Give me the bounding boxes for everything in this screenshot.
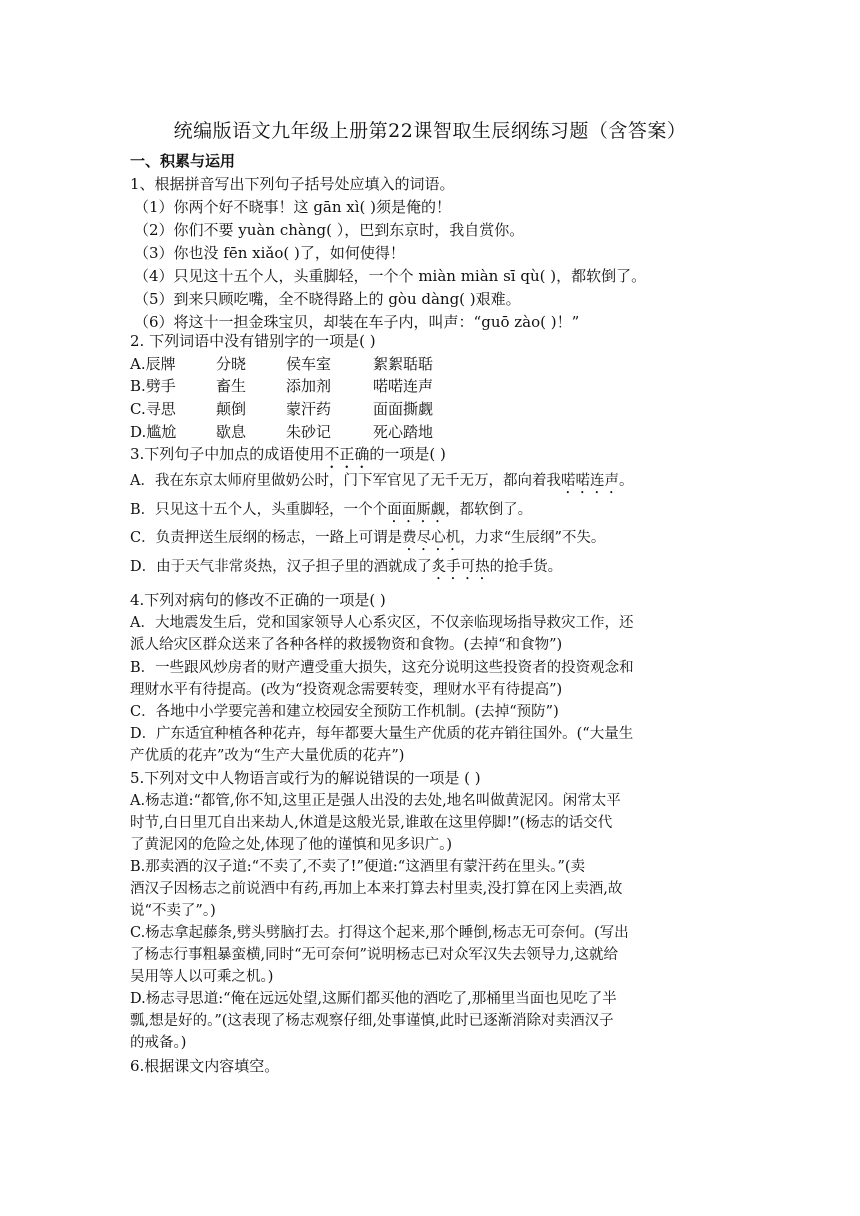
question-5-line: C.杨志拿起藤条,劈头劈脑打去。打得这个起来,那个睡倒,杨志无可奈何。(写出 (130, 925, 629, 941)
option-text: D．由于天气非常炎热，汉子担子里的酒就成了 (130, 559, 432, 575)
question-4-line: 派人给灾区群众送来了各种各样的救援物资和食物。(去掉“和食物”) (130, 637, 563, 653)
option-c-word-4: 面面撕觑 (373, 400, 434, 418)
option-a-word-4: 絮絮聒聒 (373, 355, 434, 373)
question-5-stem: 5.下列对文中人物语言或行为的解说错误的一项是 ( ) (130, 769, 481, 787)
question-5-line: 吴用等人以可乘之机。) (130, 969, 274, 985)
option-text: ，都软倒了。 (445, 502, 533, 518)
option-a-word-1: A.辰牌 (130, 355, 176, 373)
option-d-word-2: 歇息 (216, 423, 247, 441)
option-text: 的抢手货。 (489, 559, 563, 575)
question-1-item: （4）只见这十五个人，头重脚轻，一个个 miàn miàn sī qù( )，都软倒了。 (134, 267, 647, 285)
question-5-line: A.杨志道:“都管,你不知,这里正是强人出没的去处,地名叫做黄泥冈。闲常太平 (130, 793, 621, 809)
question-5-line: 瓢,想是好的。”(这表现了杨志观察仔细,处事谨慎,此时已逐渐消除对卖酒汉子 (130, 1013, 614, 1029)
option-a-word-3: 侯车室 (286, 355, 332, 373)
question-1-item: （5）到来只顾吃嘴，全不晓得路上的 gòu dàng( )艰难。 (134, 290, 521, 308)
option-c-word-3: 蒙汗药 (286, 400, 332, 418)
option-d-word-4: 死心踏地 (373, 423, 434, 441)
question-3-stem-start: 3.下列句子中加点的成语使用 (130, 445, 325, 463)
question-3-stem (130, 443, 730, 472)
option-a-word-2: 分晓 (216, 355, 247, 373)
question-1-stem: 1、根据拼音写出下列句子括号处应填入的词语。 (130, 175, 455, 193)
question-4-line: B．一些跟风炒房者的财产遭受重大损失，这充分说明这些投资者的投资观念和 (130, 660, 634, 676)
question-1-item: （3）你也没 fēn xiǎo( )了，如何使得！ (134, 244, 405, 262)
option-b-word-1: B.劈手 (130, 377, 176, 395)
question-6-stem: 6.根据课文内容填空。 (130, 1057, 280, 1075)
option-text: C．负责押送生辰纲的杨志，一路上可谓是 (130, 530, 403, 546)
option-text: ，力求“生辰纲”不失。 (460, 530, 606, 546)
option-b-word-4: 喏喏连声 (373, 377, 434, 395)
option-b-word-2: 畜生 (216, 377, 247, 395)
question-5-line: 了黄泥冈的危险之处,体现了他的谨慎和见多识广。) (130, 837, 453, 853)
option-text: 。 (618, 473, 634, 489)
emphasized-idiom: 炙手可热 (431, 559, 490, 575)
question-3-option-c (130, 527, 730, 554)
emphasized-idiom: 喏喏连声 (560, 473, 619, 489)
question-5-line: B.那卖酒的汉子道:“不卖了,不卖了!”便道:“这酒里有蒙汗药在里头。”(卖 (130, 859, 586, 875)
option-d-word-3: 朱砂记 (286, 423, 332, 441)
option-d-word-1: D.尴尬 (130, 423, 177, 441)
section-heading: 一、积累与运用 (130, 152, 236, 170)
emphasized-idiom: 费尽心机 (402, 530, 461, 546)
question-5-line: 了杨志行事粗暴蛮横,同时“无可奈何”说明杨志已对众军汉失去领导力,这就给 (130, 947, 619, 963)
question-4-line: D．广东适宜种植各种花卉，每年都要大量生产优质的花卉销往国外。(“大量生 (130, 726, 634, 742)
option-c-word-1: C.寻思 (130, 400, 176, 418)
question-3-option-a (130, 470, 730, 497)
option-c-word-2: 颠倒 (216, 400, 247, 418)
question-4-line: 产优质的花卉”改为“生产大量优质的花卉”) (130, 748, 405, 764)
question-5-line: D.杨志寻思道:“俺在远远处望,这厮们都买他的酒吃了,那桶里当面也见吃了半 (130, 991, 617, 1007)
emphasized-text: 不正确 (324, 445, 370, 463)
page-title: 统编版语文九年级上册第22课智取生辰纲练习题（含答案） (173, 120, 687, 142)
question-4-stem: 4.下列对病句的修改不正确的一项是( ) (130, 591, 386, 609)
question-5-line: 酒汉子因杨志之前说酒中有药,再加上本来打算去村里卖,没打算在冈上卖酒,故 (130, 881, 623, 897)
question-3-option-d (130, 556, 730, 583)
question-3-stem-end: 的一项是( ) (369, 445, 446, 463)
question-5-line: 说“不卖了”。) (130, 903, 216, 919)
question-1-item: （6）将这十一担金珠宝贝，却装在车子内，叫声：“guō zào( )！” (134, 313, 580, 331)
question-3-option-b (130, 499, 730, 526)
option-b-word-3: 添加剂 (286, 377, 332, 395)
question-1-item: （2）你们不要 yuàn chàng( ），巴到东京时，我自赏你。 (134, 221, 525, 239)
emphasized-idiom: 面面厮觑 (387, 502, 446, 518)
question-4-line: 理财水平有待提高。(改为“投资观念需要转变，理财水平有待提高”) (130, 682, 563, 698)
option-text: B．只见这十五个人，头重脚轻，一个个 (130, 502, 388, 518)
question-2-stem: 2. 下列词语中没有错别字的一项是( ) (130, 332, 376, 350)
question-4-line: C．各地中小学要完善和建立校园安全预防工作机制。(去掉“预防”) (130, 704, 559, 720)
question-5-line: 时节,白日里兀自出来劫人,休道是这般光景,谁敢在这里停脚!”(杨志的话交代 (130, 815, 613, 831)
question-5-line: 的戒备。) (130, 1035, 187, 1051)
question-4-line: A．大地震发生后，党和国家领导人心系灾区，不仅亲临现场指导救灾工作，还 (130, 615, 634, 631)
option-text: A．我在东京太师府里做奶公时，门下军官见了无千无万，都向着我 (130, 473, 561, 489)
question-1-item: （1）你两个好不晓事！这 gān xì( )须是俺的！ (134, 198, 452, 216)
